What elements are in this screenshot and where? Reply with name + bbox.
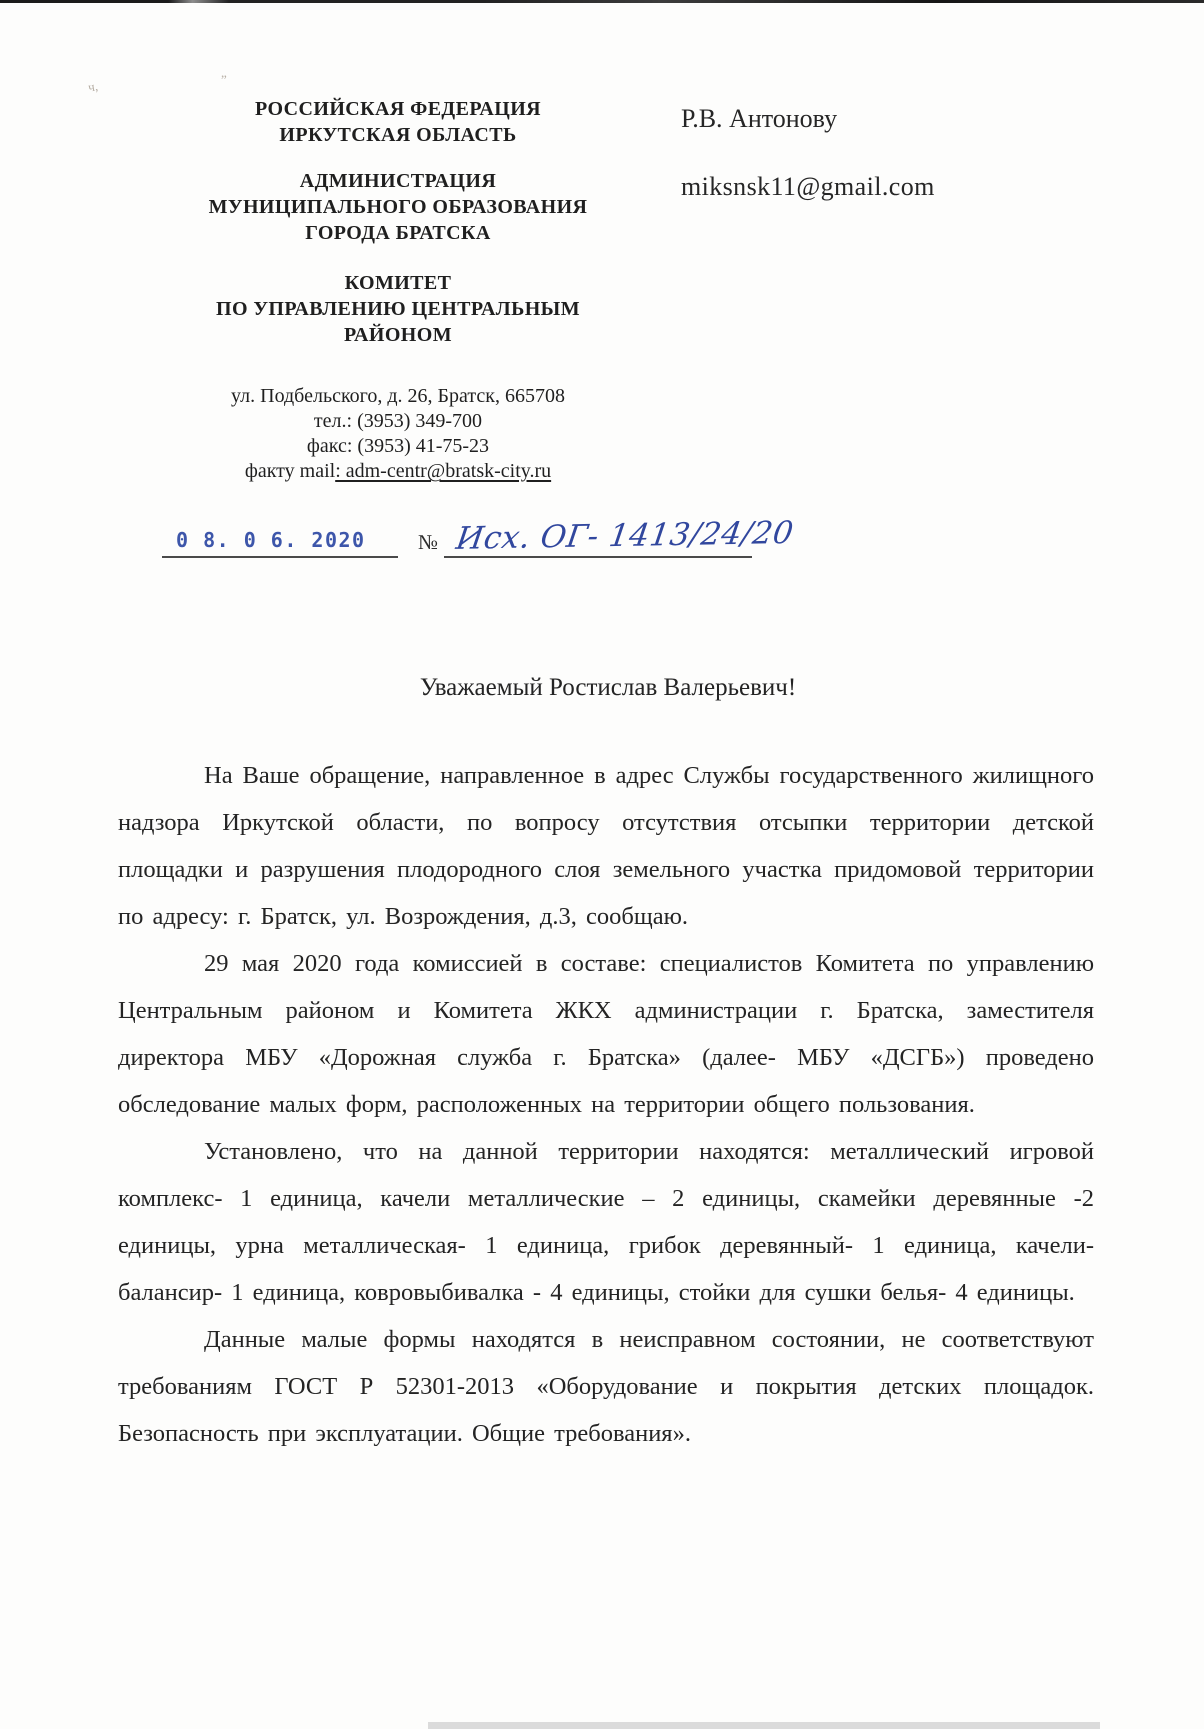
recipient-email: miksnsk11@gmail.com xyxy=(681,172,935,201)
committee-line: КОМИТЕТ xyxy=(344,272,452,294)
salutation: Уважаемый Ростислав Валерьевич! xyxy=(419,674,797,701)
number-sign: № xyxy=(418,530,439,555)
scan-edge-artifact xyxy=(0,0,1204,3)
letterhead-address: ул. Подбельского, д. 26, Братск, 665708 xyxy=(231,385,565,407)
body-paragraph: Данные малые формы находятся в неисправном состоянии, не соответствуют требованиям ГОСТ Р 52301-2013 «Оборудование и покрытия детских площадок. Безопасность при эксплуатации. Общие требования». xyxy=(118,1326,1094,1447)
letterhead-fax: факс: (3953) 41-75-23 xyxy=(306,435,490,457)
scan-edge-artifact xyxy=(428,1722,1100,1729)
letter-body xyxy=(118,752,1094,1457)
committee-line: ПО УПРАВЛЕНИЮ ЦЕНТРАЛЬНЫМ xyxy=(216,298,580,320)
letterhead-contacts xyxy=(148,384,648,484)
letterhead-committee xyxy=(148,270,648,348)
letterhead-email-label: факту mail xyxy=(244,460,336,482)
org-line: ГОРОДА БРАТСКА xyxy=(305,222,491,244)
outgoing-number-line xyxy=(444,514,796,558)
body-paragraph: Установлено, что на данной территории находятся: металлический игровой комплекс- 1 единица, качели металлические – 2 единицы, скамейки деревянные -2 единицы, урна металлическая- 1 единица, грибок деревянный- 1 единица, качели- балансир- 1 единица, ковровыбивалка - 4 единицы, стойки для сушки белья- 4 единицы. xyxy=(118,1138,1094,1306)
letterhead-phone: тел.: (3953) 349-700 xyxy=(313,410,483,432)
letterhead-organization xyxy=(148,168,648,246)
letterhead-email-address: : adm-centr@bratsk-city.ru xyxy=(335,460,552,482)
recipient-name: Р.В. Антонову xyxy=(681,104,838,133)
outgoing-number-handwritten: Исх. ОГ- 1413/24/20 xyxy=(453,514,796,557)
body-paragraph: На Ваше обращение, направленное в адрес Службы государственного жилищного надзора Иркутской области, по вопросу отсутствия отсыпки территории детской площадки и разрушения плодородного слоя земельного участка придомовой территории по адресу: г. Братск, ул. Возрождения, д.3, сообщаю. xyxy=(118,762,1094,930)
recipient-block xyxy=(681,104,935,202)
scan-noise-mark: ” xyxy=(221,72,227,87)
letterhead-email-line xyxy=(148,459,648,484)
date-stamp: 0 8. 0 6. 2020 xyxy=(176,528,366,553)
committee-line: РАЙОНОМ xyxy=(343,324,452,346)
scan-noise-mark: ч, xyxy=(86,78,100,95)
body-paragraph: 29 мая 2020 года комиссией в составе: специалистов Комитета по управлению Центральным районом и Комитета ЖКХ администрации г. Братска, заместителя директора МБУ «Дорожная служба г. Братска» (далее- МБУ «ДСГБ») проведено обследование малых форм, расположенных на территории общего пользования. xyxy=(118,950,1094,1118)
org-line: МУНИЦИПАЛЬНОГО ОБРАЗОВАНИЯ xyxy=(208,196,588,218)
org-line: АДМИНИСТРАЦИЯ xyxy=(299,170,497,192)
reference-row xyxy=(162,514,796,558)
letterhead-region: ИРКУТСКАЯ ОБЛАСТЬ xyxy=(279,124,517,146)
date-stamp-line xyxy=(162,528,398,558)
letterhead xyxy=(148,96,648,484)
letterhead-country: РОССИЙСКАЯ ФЕДЕРАЦИЯ xyxy=(254,98,541,120)
